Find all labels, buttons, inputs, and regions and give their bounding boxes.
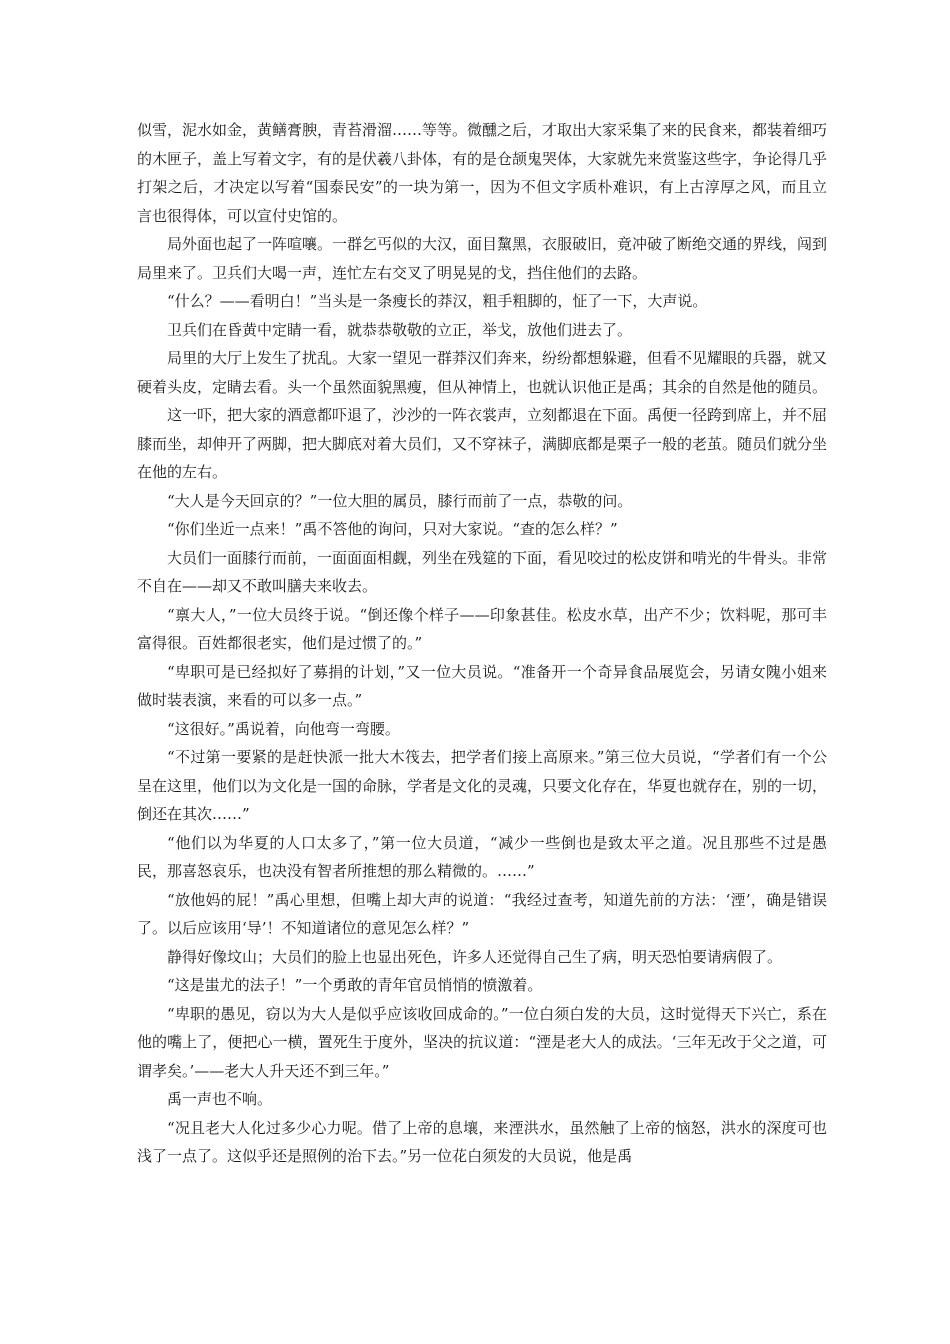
paragraph-20: “况且老大人化过多少心力呢。借了上帝的息壤，来湮洪水，虽然触了上帝的恼怒，洪水的深度可也浅了一点了。这似乎还是照例的治下去。”另一位花白须发的大员说，他是禹 [137, 1118, 827, 1165]
paragraph-4: 卫兵们在昏黄中定睛一看，就恭恭敬敬的立正，举戈，放他们进去了。 [167, 320, 633, 339]
paragraph-6: 这一吓，把大家的酒意都吓退了，沙沙的一阵衣裳声，立刻都退在下面。禹便一径跨到席上，并不屈膝而坐，却伸开了两脚，把大脚底对着大员们，又不穿袜子，满脚底都是栗子一般的老茧。随员们就分坐在他的左右。 [137, 406, 828, 481]
paragraph-11: “卑职可是已经拟好了募捐的计划，”又一位大员说。“准备开一个奇异食品展览会，另请女隗小姐来做时装表演，来看的可以多一点。” [137, 662, 827, 709]
paragraph-2: 局外面也起了一阵喧嚷。一群乞丐似的大汉，面目黧黑，衣服破旧，竟冲破了断绝交通的界线，闯到局里来了。卫兵们大喝一声，连忙左右交叉了明晃晃的戈，挡住他们的去路。 [137, 235, 828, 282]
paragraph-3: “什么？——看明白！”当头是一条瘦长的莽汉，粗手粗脚的，怔了一下，大声说。 [167, 292, 708, 310]
paragraph-1: 似雪，泥水如金，黄鳝膏腴，青苔滑溜……等等。微醺之后，才取出大家采集了来的民食来，都装着细巧的木匣子，盖上写着文字，有的是伏羲八卦体，有的是仓颉鬼哭体，大家就先来赏鉴这些字，争论得几乎打架之后，才决定以写着“国泰民安”的一块为第一，因为不但文字质朴难识，有上古淳厚之风，而且立言也很得体，可以宣付史馆的。 [137, 121, 828, 225]
paragraph-9: 大员们一面膝行而前，一面面面相觑，列坐在残筵的下面，看见咬过的松皮饼和啃光的牛骨头。非常不自在——却又不敢叫膳夫来收去。 [137, 548, 828, 595]
paragraph-14: “他们以为华夏的人口太多了，”第一位大员道，“减少一些倒也是致太平之道。况且那些不过是愚民，那喜怒哀乐，也决没有智者所推想的那么精微的。……” [137, 833, 827, 880]
paragraph-10: “禀大人，”一位大员终于说。“倒还像个样子——印象甚佳。松皮水草，出产不少；饮料呢，那可丰富得很。百姓都很老实，他们是过惯了的。” [137, 605, 827, 652]
document-page [137, 116, 827, 1171]
paragraph-7: “大人是今天回京的？”一位大胆的属员，膝行而前了一点，恭敬的问。 [167, 491, 633, 510]
paragraph-17: “这是蚩尤的法子！”一个勇敢的青年官员悄悄的愤激着。 [167, 976, 543, 994]
paragraph-12: “这很好。”禹说着，向他弯一弯腰。 [167, 719, 400, 738]
paragraph-15: “放他妈的屁！”禹心里想，但嘴上却大声的说道：“我经过查考，知道先前的方法：‘湮’，确是错误了。以后应该用‘导’！不知道诸位的意见怎么样？” [137, 890, 827, 937]
paragraph-5: 局里的大厅上发生了扰乱。大家一望见一群莽汉们奔来，纷纷都想躲避，但看不见耀眼的兵器，就又硬着头皮，定睛去看。头一个虽然面貌黑瘦，但从神情上，也就认识他正是禹；其余的自然是他的随员。 [137, 349, 828, 396]
paragraph-8: “你们坐近一点来！”禹不答他的询问，只对大家说。“查的怎么样？” [167, 520, 618, 538]
paragraph-19: 禹一声也不响。 [167, 1090, 273, 1108]
paragraph-18: “卑职的愚见，窃以为大人是似乎应该收回成命的。”一位白须白发的大员，这时觉得天下兴亡，系在他的嘴上了，便把心一横，置死生于度外，坚决的抗议道：“湮是老大人的成法。‘三年无改于父之道，可谓孝矣。’——老大人升天还不到三年。” [137, 1004, 827, 1080]
paragraph-16: 静得好像坟山；大员们的脸上也显出死色，许多人还觉得自己生了病，明天恐怕要请病假了。 [167, 947, 783, 966]
paragraph-13: “不过第一要紧的是赶快派一批大木筏去，把学者们接上高原来。”第三位大员说，“学者们有一个公呈在这里，他们以为文化是一国的命脉，学者是文化的灵魂，只要文化存在，华夏也就存在，别的一切，倒还在其次……” [137, 748, 828, 823]
